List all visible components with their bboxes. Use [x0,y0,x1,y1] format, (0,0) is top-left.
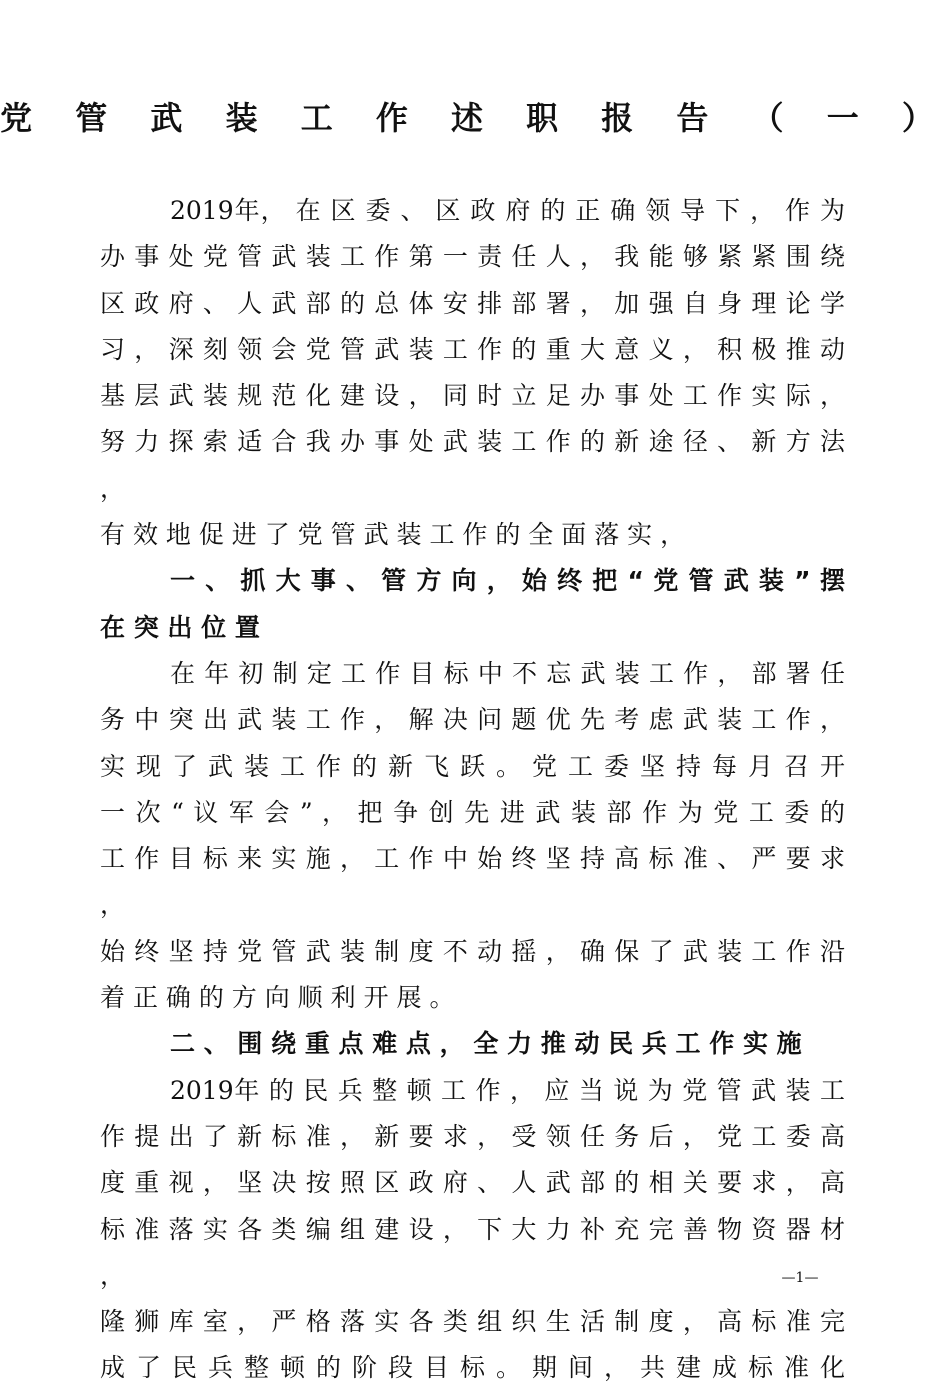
text-line: 基 层 武 装 规 范 化 建 设 ， 同 时 立 足 办 事 处 工 作 实 际 ， [100,381,845,411]
text-line: 工 作 目 标 来 实 施 ， 工 作 中 始 终 坚 持 高 标 准 、 严 要 求 ， [100,844,845,920]
text-line: 始 终 坚 持 党 管 武 装 制 度 不 动 摇 ， 确 保 了 武 装 工 作 沿 [100,936,845,966]
text-line: 务 中 突 出 武 装 工 作 ， 解 决 问 题 优 先 考 虑 武 装 工 作 ， [100,705,845,735]
text-line: 实 现 了 武 装 工 作 的 新 飞 跃 。 党 工 委 坚 持 每 月 召 开 [100,751,845,781]
text-line: 着 正 确 的 方 向 顺 利 开 展 。 [100,983,455,1013]
text-line: 有 效 地 促 进 了 党 管 武 装 工 作 的 全 面 落 实 ， [100,520,686,550]
section-heading-line: 二 、 围 绕 重 点 难 点 ， 全 力 推 动 民 兵 工 作 实 施 [170,1029,802,1059]
text-line: 在 年 初 制 定 工 作 目 标 中 不 忘 武 装 工 作 ， 部 署 任 [170,658,845,688]
page-number: —1— [781,1270,819,1286]
text-line: 区 政 府 、 人 武 部 的 总 体 安 排 部 署 ， 加 强 自 身 理 论 学 [100,288,845,318]
text-line: 习 ， 深 刻 领 会 党 管 武 装 工 作 的 重 大 意 义 ， 积 极 推 动 [100,334,845,364]
text-line: 一 次 “ 议 军 会 ” ， 把 争 创 先 进 武 装 部 作 为 党 工 委 的 [100,797,845,827]
text-line: 作 提 出 了 新 标 准 ， 新 要 求 ， 受 领 任 务 后 ， 党 工 委 高 [100,1121,845,1151]
text-line: 努 力 探 索 适 合 我 办 事 处 武 装 工 作 的 新 途 径 、 新 方 法 ， [100,427,845,503]
text-line: 标 准 落 实 各 类 编 组 建 设 ， 下 大 力 补 充 完 善 物 资 器 材 ， [100,1214,845,1290]
text-line: 度 重 视 ， 坚 决 按 照 区 政 府 、 人 武 部 的 相 关 要 求 ， 高 [100,1168,845,1198]
text-line: 隆 狮 库 室 ， 严 格 落 实 各 类 组 织 生 活 制 度 ， 高 标 准 完 [100,1307,845,1337]
section-heading-line: 在 突 出 位 置 [100,612,260,642]
document-body [100,188,845,1392]
text-line: 办 事 处 党 管 武 装 工 作 第 一 责 任 人 ， 我 能 够 紧 紧 围 绕 [100,242,845,272]
document-title: 党 管 武 装 工 作 述 职 报 告 （ 一 ） [0,99,950,137]
text-line: 2019年， 在 区 委 、 区 政 府 的 正 确 领 导 下 ， 作 为 [170,196,845,225]
text-line: 成 了 民 兵 整 顿 的 阶 段 目 标 。 期 间 ， 共 建 成 标 准 化 [100,1353,845,1383]
section-heading-line: 一 、 抓 大 事 、 管 方 向 ， 始 终 把 “ 党 管 武 装 ” 摆 [170,566,845,596]
text-line: 2019年 的 民 兵 整 顿 工 作 ， 应 当 说 为 党 管 武 装 工 [170,1075,845,1105]
